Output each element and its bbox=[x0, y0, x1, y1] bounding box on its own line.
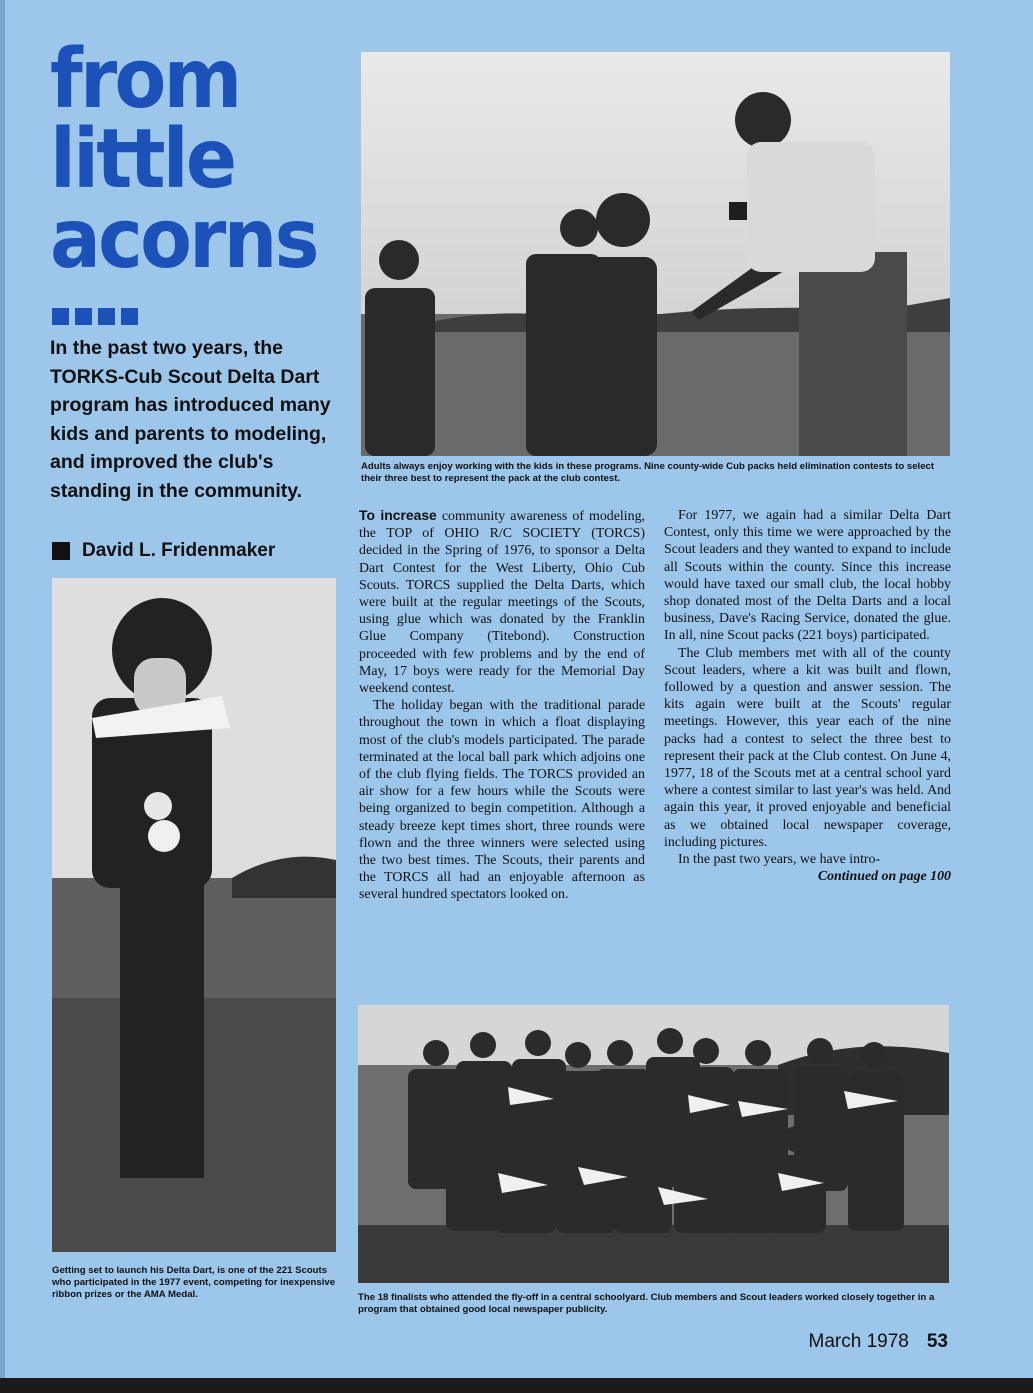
bottom-photo-caption: The 18 finalists who attended the fly-off in a central schoolyard. Club members and Scout leaders worked closely together in a program that obtained good local newspaper publicity. bbox=[358, 1292, 935, 1315]
top-photo-caption: Adults always enjoy working with the kids in these programs. Nine county-wide Cub packs held elimination contests to select their three best to represent the pack at the club contest. bbox=[361, 461, 935, 484]
page-footer bbox=[809, 1331, 948, 1353]
body-paragraph: The holiday began with the traditional parade throughout the town in which a float displaying most of the club's models participated. The parade terminated at the local ball park which adjoins one of the club flying fields. The TORCS provided an air show for a few hours while the Scouts were being organized to begin competition. Although a steady breeze kept times short, three rounds were flown and the three winners were selected using the two best times. The Scouts, their parents and the TORCS all had an enjoyable afternoon as several hundred spectators looked on. bbox=[359, 698, 645, 903]
article-title bbox=[50, 32, 326, 287]
photo-scout-launching bbox=[52, 578, 336, 1252]
left-photo-caption: Getting set to launch his Delta Dart, is one of the 221 Scouts who participated in the 1977 event, competing for inexpensive ribbon prizes or the AMA Medal. bbox=[52, 1265, 336, 1300]
article-deck: In the past two years, the TORKS-Cub Scout Delta Dart program has introduced many kids and parents to modeling, and improved the club's standing in the community. bbox=[50, 337, 331, 502]
page-number: 53 bbox=[926, 1331, 948, 1352]
body-paragraph: The Club members met with all of the county Scout leaders, where a kit was built and flown, followed by a question and answer session. The kits again were built at the Scouts' regular meetings. However, this year each of the nine packs had a contest to select the three best to represent their pack at the Club contest. On June 4, 1977, 18 of the Scouts met at a central school yard where a contest similar to last year's was held. And again this year, it proved enjoyable and beneficial as we obtained local newspaper coverage, including pictures. bbox=[664, 645, 951, 850]
page-edge bbox=[0, 0, 5, 1378]
body-column-1 bbox=[359, 507, 645, 904]
body-column-2 bbox=[664, 507, 951, 885]
byline-square-icon bbox=[52, 542, 70, 560]
photo-field-scouts bbox=[361, 52, 950, 456]
title-line: little bbox=[50, 112, 235, 207]
body-paragraph: To increase community awareness of modeling, the TOP of OHIO R/C SOCIETY (TORCS) decided in the Spring of 1976, to sponsor a Delta Dart Contest for the West Liberty, Ohio Cub Scouts. TORCS supplied the Delta Darts, which were built at the regular meetings of the Scouts, using glue which was donated by the Franklin Glue Company (Titebond). Construction proceeded with few problems and by the end of May, 17 boys were ready for the Memorial Day weekend contest. bbox=[359, 507, 645, 697]
author-name: David L. Fridenmaker bbox=[82, 540, 276, 561]
issue-date: March 1978 bbox=[808, 1331, 909, 1352]
title-line: acorns bbox=[50, 192, 317, 287]
title-ellipsis-squares bbox=[52, 308, 138, 325]
photo-group-finalists bbox=[358, 1005, 949, 1283]
lead-in: To increase bbox=[359, 507, 437, 523]
title-line: from bbox=[50, 32, 240, 127]
body-paragraph: For 1977, we again had a similar Delta Dart Contest, only this time we were approached by the Scout leaders and they wanted to expand to include all Scouts within the county. Since this increase would have taxed our small club, the local hobby shop donated most of the Delta Darts and a local business, Dave's Racing Service, donated the glue. In all, nine Scout packs (221 boys) participated. bbox=[664, 508, 951, 644]
byline bbox=[52, 540, 275, 562]
body-paragraph: In the past two years, we have intro- bbox=[678, 852, 881, 868]
continued-notice: Continued on page 100 bbox=[817, 869, 951, 885]
